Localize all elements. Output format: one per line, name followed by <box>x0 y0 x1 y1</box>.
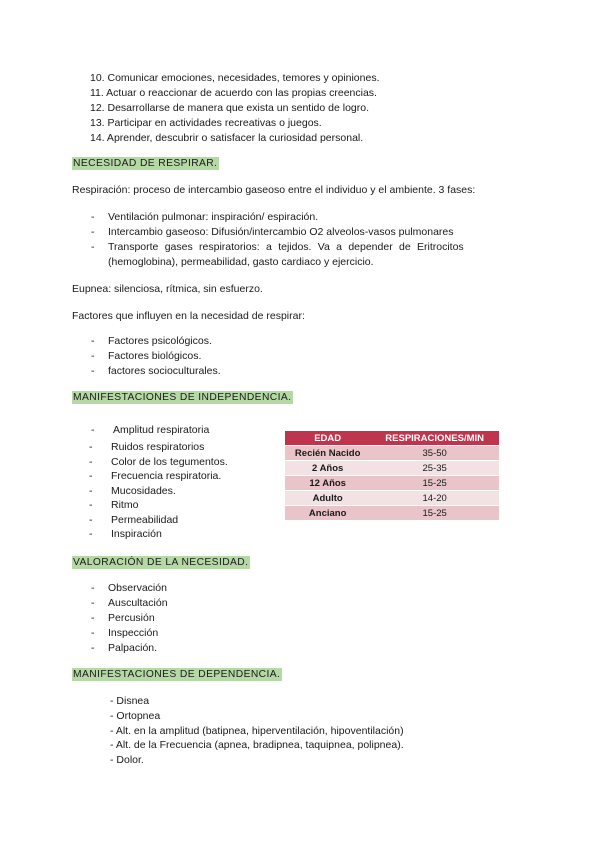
bullet-dash: - <box>91 424 95 436</box>
bullet-dash: - <box>91 612 95 624</box>
dependence-item: - Dolor. <box>110 754 144 766</box>
bullet-dash: - <box>91 335 95 347</box>
table-cell-rate: 25-35 <box>370 461 499 476</box>
independence-item: Permeabilidad <box>111 514 179 526</box>
respiration-definition: Respiración: proceso de intercambio gaseoso entre el individuo y el ambiente. 3 fases: <box>72 184 476 196</box>
bullet-dash: - <box>91 627 95 639</box>
bullet-dash: - <box>91 350 95 362</box>
independence-item: Color de los tegumentos. <box>111 456 228 468</box>
bullet-dash: - <box>91 226 95 238</box>
table-row <box>285 446 499 461</box>
list-item: 11. Actuar o reaccionar de acuerdo con las propias creencias. <box>90 87 377 99</box>
bullet-dash: - <box>89 470 93 482</box>
phase-item-continuation: (hemoglobina), permeabilidad, gasto cardiaco y ejercicio. <box>108 256 374 268</box>
table-cell-rate: 15-25 <box>370 506 499 521</box>
bullet-dash: - <box>89 528 93 540</box>
dependence-item: - Alt. de la Frecuencia (apnea, bradipnea, taquipnea, polipnea). <box>110 739 404 751</box>
bullet-dash: - <box>91 241 95 253</box>
list-item: 12. Desarrollarse de manera que exista un sentido de logro. <box>90 102 369 114</box>
table-row <box>285 491 499 506</box>
table-cell-rate: 14-20 <box>370 491 499 506</box>
section-heading-independencia: MANIFESTACIONES DE INDEPENDENCIA. <box>73 392 292 403</box>
assessment-item: Percusión <box>108 612 155 624</box>
table-header-age: EDAD <box>285 431 370 446</box>
phase-item: Transporte gases respiratorios: a tejidos. Va a depender de Eritrocitos <box>108 241 464 253</box>
respiration-rate-table <box>285 431 499 520</box>
assessment-item: Palpación. <box>108 642 158 654</box>
factors-intro: Factores que influyen en la necesidad de respirar: <box>72 310 305 322</box>
phase-item: Intercambio gaseoso: Difusión/intercambio O2 alveolos-vasos pulmonares <box>108 226 454 238</box>
dependence-item: - Alt. en la amplitud (batipnea, hiperventilación, hipoventilación) <box>110 725 404 737</box>
table-header-row <box>285 431 499 446</box>
dependence-item: - Ortopnea <box>110 710 161 722</box>
table-cell-age: 2 Años <box>285 461 370 476</box>
bullet-dash: - <box>91 582 95 594</box>
independence-item: Mucosidades. <box>111 485 176 497</box>
table-cell-rate: 35-50 <box>370 446 499 461</box>
factor-item: Factores psicológicos. <box>108 335 212 347</box>
table-cell-age: Adulto <box>285 491 370 506</box>
independence-item: Ruidos respiratorios <box>111 441 205 453</box>
section-heading-valoracion: VALORACIÓN DE LA NECESIDAD. <box>73 557 249 568</box>
phase-item: Ventilación pulmonar: inspiración/ espiración. <box>108 211 319 223</box>
table-row <box>285 476 499 491</box>
table-cell-age: Anciano <box>285 506 370 521</box>
factor-item: Factores biológicos. <box>108 350 202 362</box>
eupnea-text: Eupnea: silenciosa, rítmica, sin esfuerzo. <box>72 283 263 295</box>
list-item: 13. Participar en actividades recreativas o juegos. <box>90 117 322 129</box>
section-heading-dependencia: MANIFESTACIONES DE DEPENDENCIA. <box>73 669 281 680</box>
table-cell-rate: 15-25 <box>370 476 499 491</box>
bullet-dash: - <box>91 597 95 609</box>
independence-item: Frecuencia respiratoria. <box>111 470 222 482</box>
assessment-item: Inspección <box>108 627 159 639</box>
table-cell-age: Recién Nacido <box>285 446 370 461</box>
assessment-item: Observación <box>108 582 167 594</box>
table-cell-age: 12 Años <box>285 476 370 491</box>
bullet-dash: - <box>89 441 93 453</box>
section-heading-respirar: NECESIDAD DE RESPIRAR. <box>73 158 218 169</box>
table-row <box>285 506 499 521</box>
table-row <box>285 461 499 476</box>
bullet-dash: - <box>91 211 95 223</box>
bullet-dash: - <box>89 456 93 468</box>
bullet-dash: - <box>89 485 93 497</box>
list-item: 14. Aprender, descubrir o satisfacer la curiosidad personal. <box>90 132 364 144</box>
independence-item: Ritmo <box>111 499 139 511</box>
independence-item: Amplitud respiratoria <box>113 424 210 436</box>
table-header-rate: RESPIRACIONES/MIN <box>370 431 499 446</box>
bullet-dash: - <box>89 514 93 526</box>
dependence-item: - Disnea <box>110 695 150 707</box>
independence-item: Inspiración <box>111 528 162 540</box>
list-item: 10. Comunicar emociones, necesidades, temores y opiniones. <box>90 72 380 84</box>
bullet-dash: - <box>89 499 93 511</box>
bullet-dash: - <box>91 365 95 377</box>
bullet-dash: - <box>91 642 95 654</box>
factor-item: factores socioculturales. <box>108 365 221 377</box>
assessment-item: Auscultación <box>108 597 168 609</box>
